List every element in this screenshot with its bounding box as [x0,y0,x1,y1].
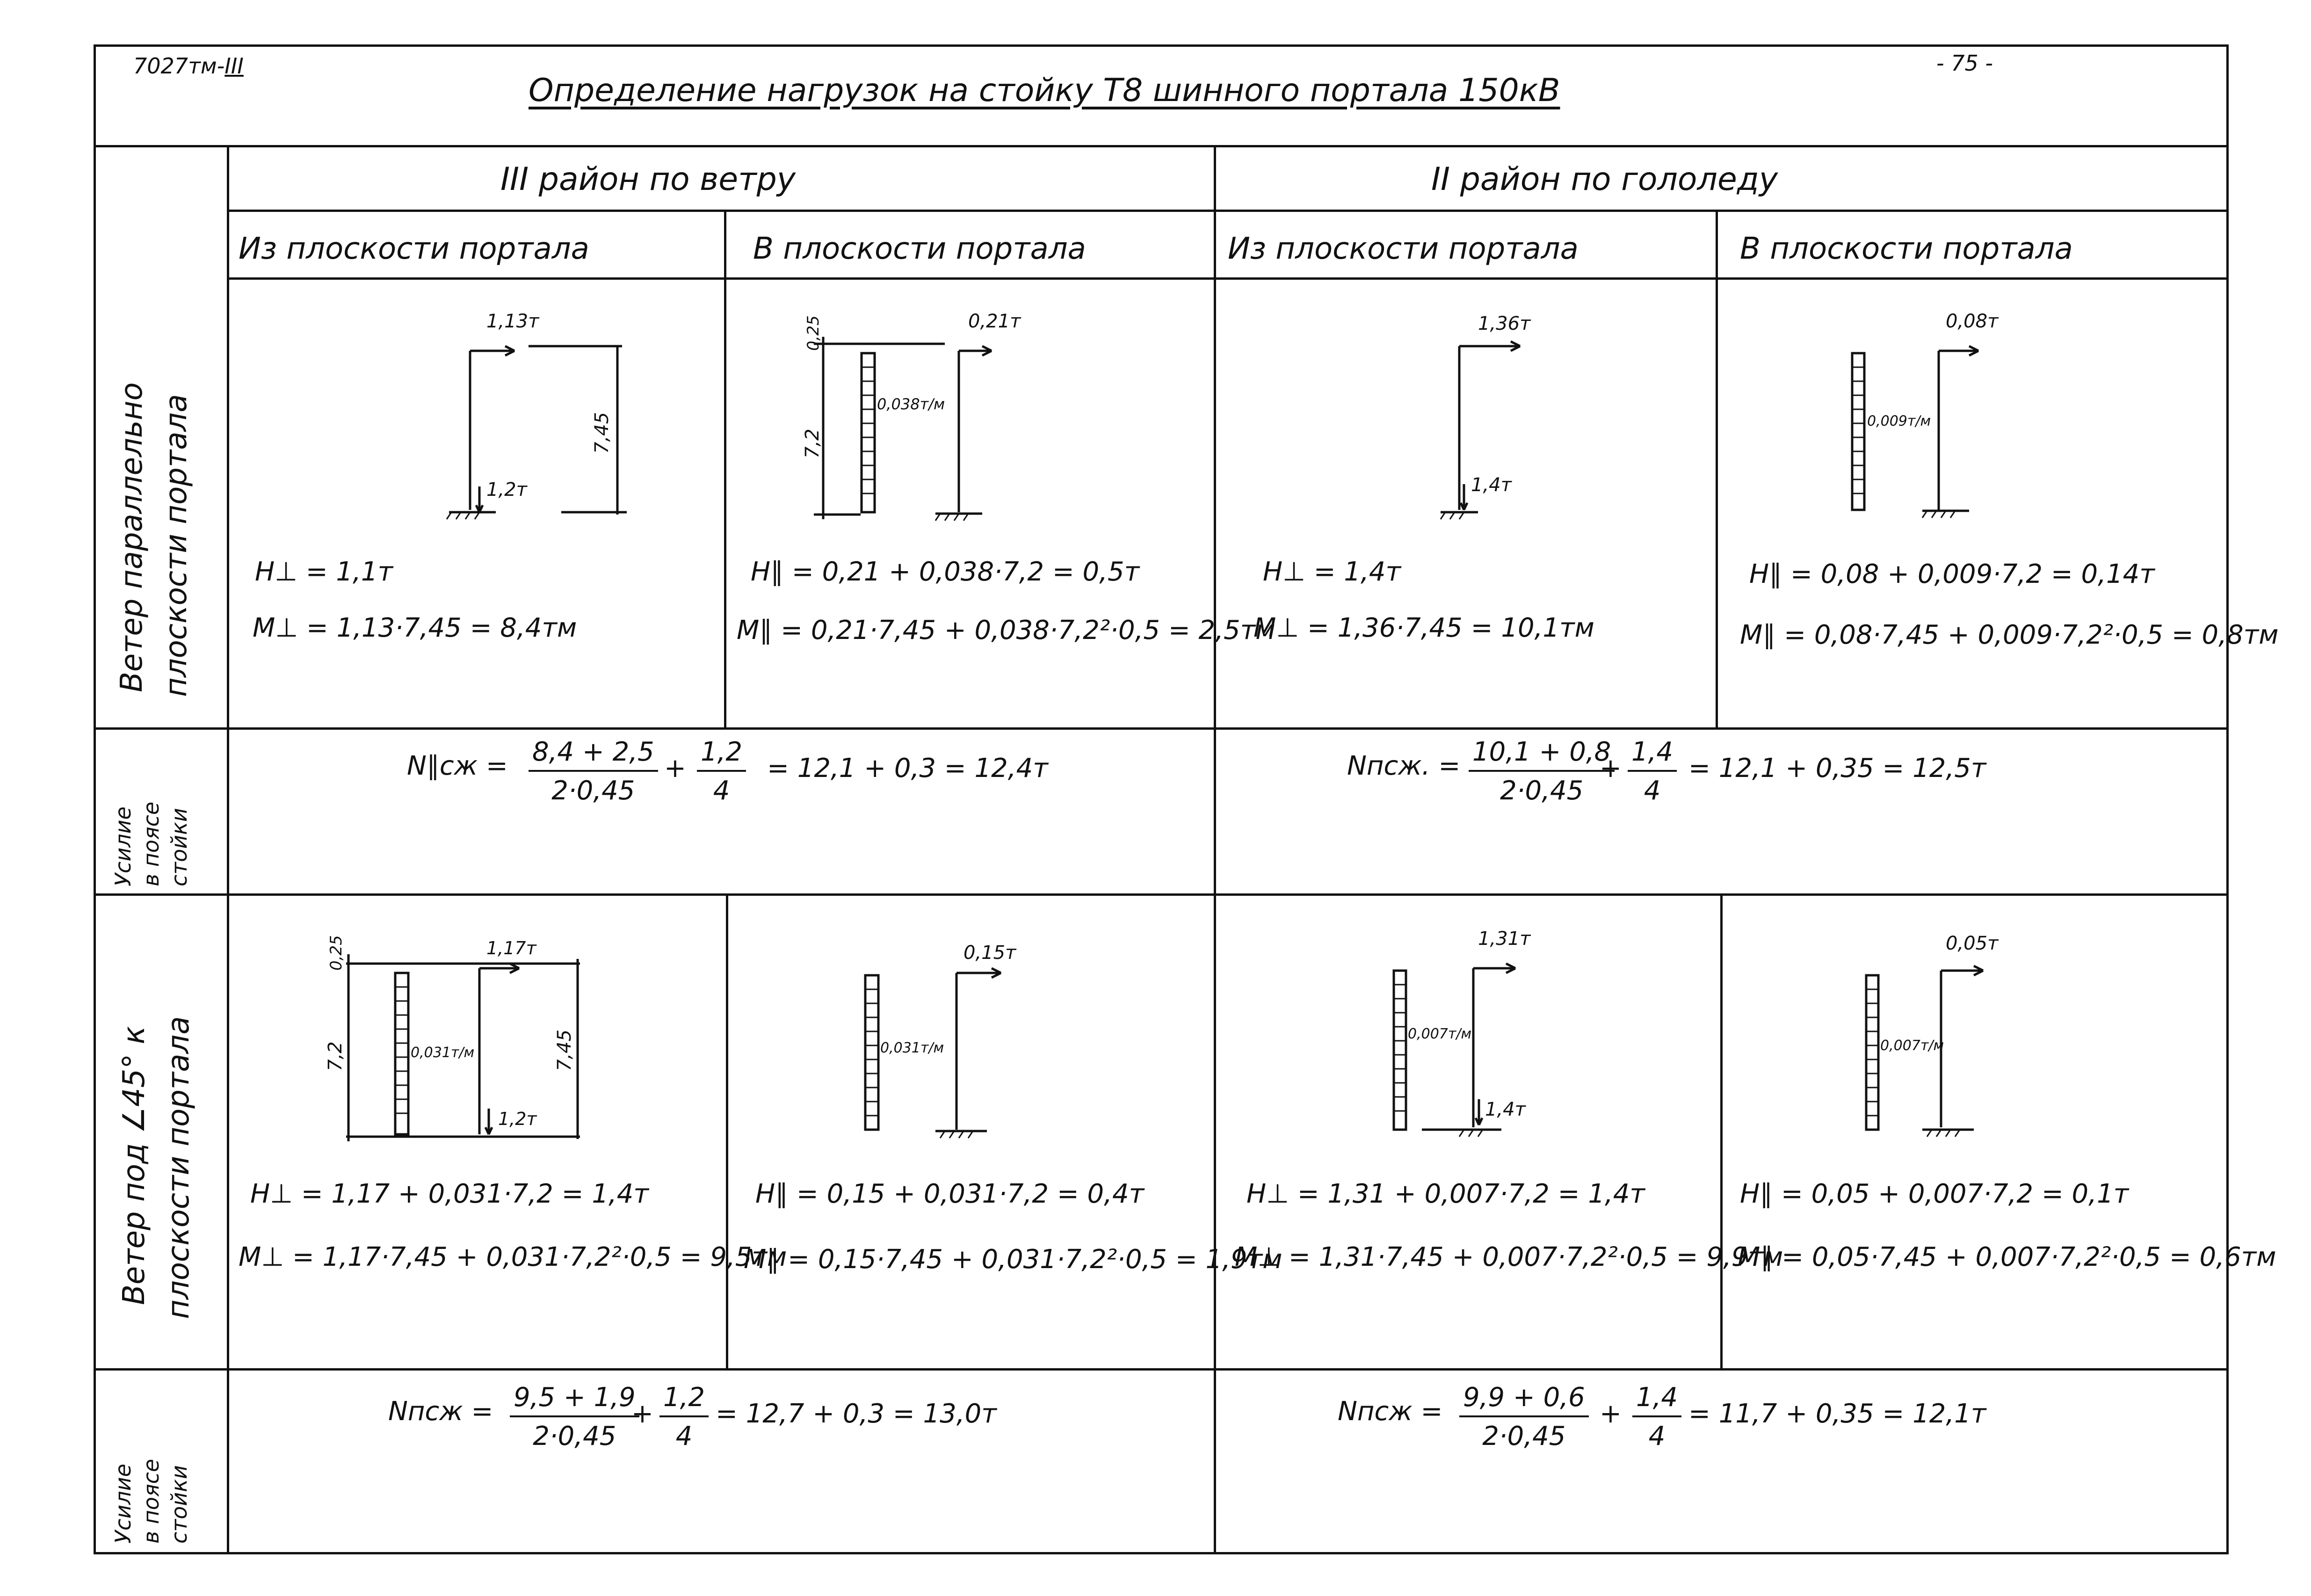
row3-bottom [94,1368,2229,1371]
f1-right-frac1 [1469,737,1615,806]
f1-left-den1: 2·0,45 [551,776,635,806]
f2-left-den1: 2·0,45 [533,1421,616,1451]
r1c4-dist-load: 0,009т/м [1867,413,1931,429]
f2-left-label: Nпсж = [388,1396,493,1427]
col1-col2-divider-bottom [726,893,728,1368]
f2-right-den2: 4 [1648,1421,1666,1451]
r1c3-load-bottom: 1,4т [1471,474,1512,496]
row-label-wind-parallel-1: Ветер параллельно [115,382,149,692]
r3c4-H: H∥ = 0,05 + 0,007·7,2 = 0,1т [1740,1179,2129,1209]
row-label-wind45-1: Ветер под ∠45° к [117,1026,152,1305]
row-label-force-1-a: Усилие [110,806,136,886]
r3c4-load-top: 0,05т [1946,933,1999,954]
header-divider [94,145,2229,147]
doc-code-roman: III [225,53,244,79]
r1c2-load-top: 0,21т [968,311,1021,332]
row-label-force-2-c: стойки [167,1465,192,1544]
f2-left-den2: 4 [675,1421,693,1451]
col4-header: В плоскости портала [1740,232,2073,266]
r3c1-offset: 0,25 [327,935,346,971]
f2-right-result: = 11,7 + 0,35 = 12,1т [1688,1399,1986,1429]
diagram-r3c3 [1375,917,1572,1141]
f1-right-den2: 4 [1644,776,1661,806]
f1-left-frac2 [697,737,746,806]
r1c1-load-bottom: 1,2т [486,479,527,501]
diagram-r1c4 [1838,299,2025,524]
r3c2-load-top: 0,15т [964,942,1016,964]
r3c3-M: M⊥ = 1,31·7,45 + 0,007·7,2²·0,5 = 9,9тм [1235,1242,1783,1272]
f2-left-num2: 1,2 [659,1382,709,1417]
r1c4-load-top: 0,08т [1946,311,1999,332]
f1-left-label: N∥сж = [407,751,508,781]
r1c1-M: M⊥ = 1,13·7,45 = 8,4тм [253,613,577,643]
f2-left-num1: 9,5 + 1,9 [510,1382,639,1417]
r3c3-load-bottom: 1,4т [1485,1099,1526,1120]
r1c2-dist-load: 0,038т/м [877,395,945,413]
row-label-force-1-b: в поясе [138,801,164,886]
doc-code [133,55,244,77]
f2-left-result: = 12,7 + 0,3 = 13,0т [716,1399,997,1429]
page-title: Определение нагрузок на стойку Т8 шинного портала 150кВ [529,72,1560,109]
frame-bottom [94,1552,2229,1554]
ice-region-header: II район по гололеду [1431,161,1778,198]
col3-header: Из плоскости портала [1228,232,1579,266]
diagram-r1c2 [795,299,1029,524]
f2-right-num2: 1,4 [1632,1382,1681,1417]
f1-right-plus: + [1600,753,1622,783]
r1c2-M: M∥ = 0,21·7,45 + 0,038·7,2²·0,5 = 2,5тм [737,615,1275,646]
r3c1-M: M⊥ = 1,17·7,45 + 0,031·7,2²·0,5 = 9,5тм [239,1242,787,1272]
r1c1-height: 7,45 [591,412,613,454]
col3-col4-divider-bottom [1720,893,1723,1368]
row-label-force-2-b: в поясе [138,1458,164,1544]
f2-left-plus: + [631,1399,653,1429]
f1-right-frac2 [1628,737,1677,806]
f1-right-label: Nпсж. = [1347,751,1461,781]
f2-right-plus: + [1600,1399,1622,1429]
r3c4-dist-load: 0,007т/м [1880,1037,1944,1054]
r1c3-H: H⊥ = 1,4т [1263,557,1401,587]
r1c2-H: H∥ = 0,21 + 0,038·7,2 = 0,5т [751,557,1140,587]
f1-left-num2: 1,2 [697,737,746,772]
r1c3-M: M⊥ = 1,36·7,45 = 10,1тм [1253,613,1594,643]
r3c1-height-left: 7,2 [325,1041,346,1071]
f1-left-plus: + [664,753,686,783]
frame-left [94,44,96,1554]
r1c4-M: M∥ = 0,08·7,45 + 0,009·7,2²·0,5 = 0,8тм [1740,620,2279,650]
f1-left-frac1 [529,737,658,806]
f2-left-frac2 [659,1382,709,1451]
diagram-r3c1 [318,917,608,1160]
r1c1-H: H⊥ = 1,1т [255,557,393,587]
f2-right-num1: 9,9 + 0,6 [1459,1382,1589,1417]
diagram-r3c4 [1852,917,2049,1141]
f1-right-result: = 12,1 + 0,35 = 12,5т [1688,753,1986,783]
f2-right-label: Nпсж = [1338,1396,1443,1427]
page-number: - 75 - [1936,51,1993,76]
r1c4-H: H∥ = 0,08 + 0,009·7,2 = 0,14т [1749,559,2155,589]
diagram-r1c3 [1427,299,1614,524]
f2-right-frac2 [1632,1382,1681,1451]
region-header-divider [227,210,2229,212]
f1-left-num1: 8,4 + 2,5 [529,737,658,772]
f2-right-den1: 2·0,45 [1482,1421,1566,1451]
diagram-r1c1 [421,299,655,524]
f1-left-den2: 4 [713,776,730,806]
r3c1-dist-load: 0,031т/м [411,1045,475,1061]
f1-right-num2: 1,4 [1628,737,1677,772]
r3c4-M: M∥ = 0,05·7,45 + 0,007·7,2²·0,5 = 0,6тм [1738,1242,2276,1272]
f1-left-result: = 12,1 + 0,3 = 12,4т [767,753,1048,783]
wind-region-header: III район по ветру [500,161,796,198]
row-label-wind45-2: плоскости портала [161,1016,196,1319]
f1-right-num1: 10,1 + 0,8 [1469,737,1615,772]
r3c2-M: M∥ = 0,15·7,45 + 0,031·7,2²·0,5 = 1,9тм [744,1244,1282,1275]
col1-col2-divider-top [724,210,726,727]
row-label-force-2-a: Усилие [110,1464,136,1544]
row1-bottom [94,727,2229,730]
r3c1-load-bottom: 1,2т [498,1109,537,1129]
f1-right-den1: 2·0,45 [1500,776,1584,806]
row-label-wind-parallel-2: плоскости портала [159,394,194,697]
diagram-r3c2 [851,931,1048,1146]
r3c1-load-top: 1,17т [486,938,536,958]
r3c2-dist-load: 0,031т/м [880,1040,944,1056]
row2-bottom [94,893,2229,896]
r3c3-dist-load: 0,007т/м [1408,1026,1472,1042]
subcolumn-header-divider [227,277,2229,280]
r3c1-height-right: 7,45 [554,1029,575,1071]
r3c1-H: H⊥ = 1,17 + 0,031·7,2 = 1,4т [250,1179,649,1209]
row-label-divider [227,145,229,1554]
r1c2-offset: 0,25 [804,315,823,351]
r1c3-load-top: 1,36т [1478,313,1531,334]
frame-top [94,44,2229,47]
r1c1-load-top: 1,13т [486,311,539,332]
r3c2-H: H∥ = 0,15 + 0,031·7,2 = 0,4т [755,1179,1145,1209]
f2-right-frac1 [1459,1382,1589,1451]
r3c3-H: H⊥ = 1,31 + 0,007·7,2 = 1,4т [1246,1179,1645,1209]
row-label-force-1-c: стойки [167,808,192,886]
doc-code-text: 7027тм- [133,53,225,79]
region-divider [1214,145,1216,1554]
f2-left-frac1 [510,1382,639,1451]
col1-header: Из плоскости портала [239,232,589,266]
frame-right [2226,44,2229,1554]
r3c3-load-top: 1,31т [1478,928,1531,950]
r1c2-height: 7,2 [802,428,823,458]
col3-col4-divider-top [1716,210,1718,727]
col2-header: В плоскости портала [753,232,1086,266]
